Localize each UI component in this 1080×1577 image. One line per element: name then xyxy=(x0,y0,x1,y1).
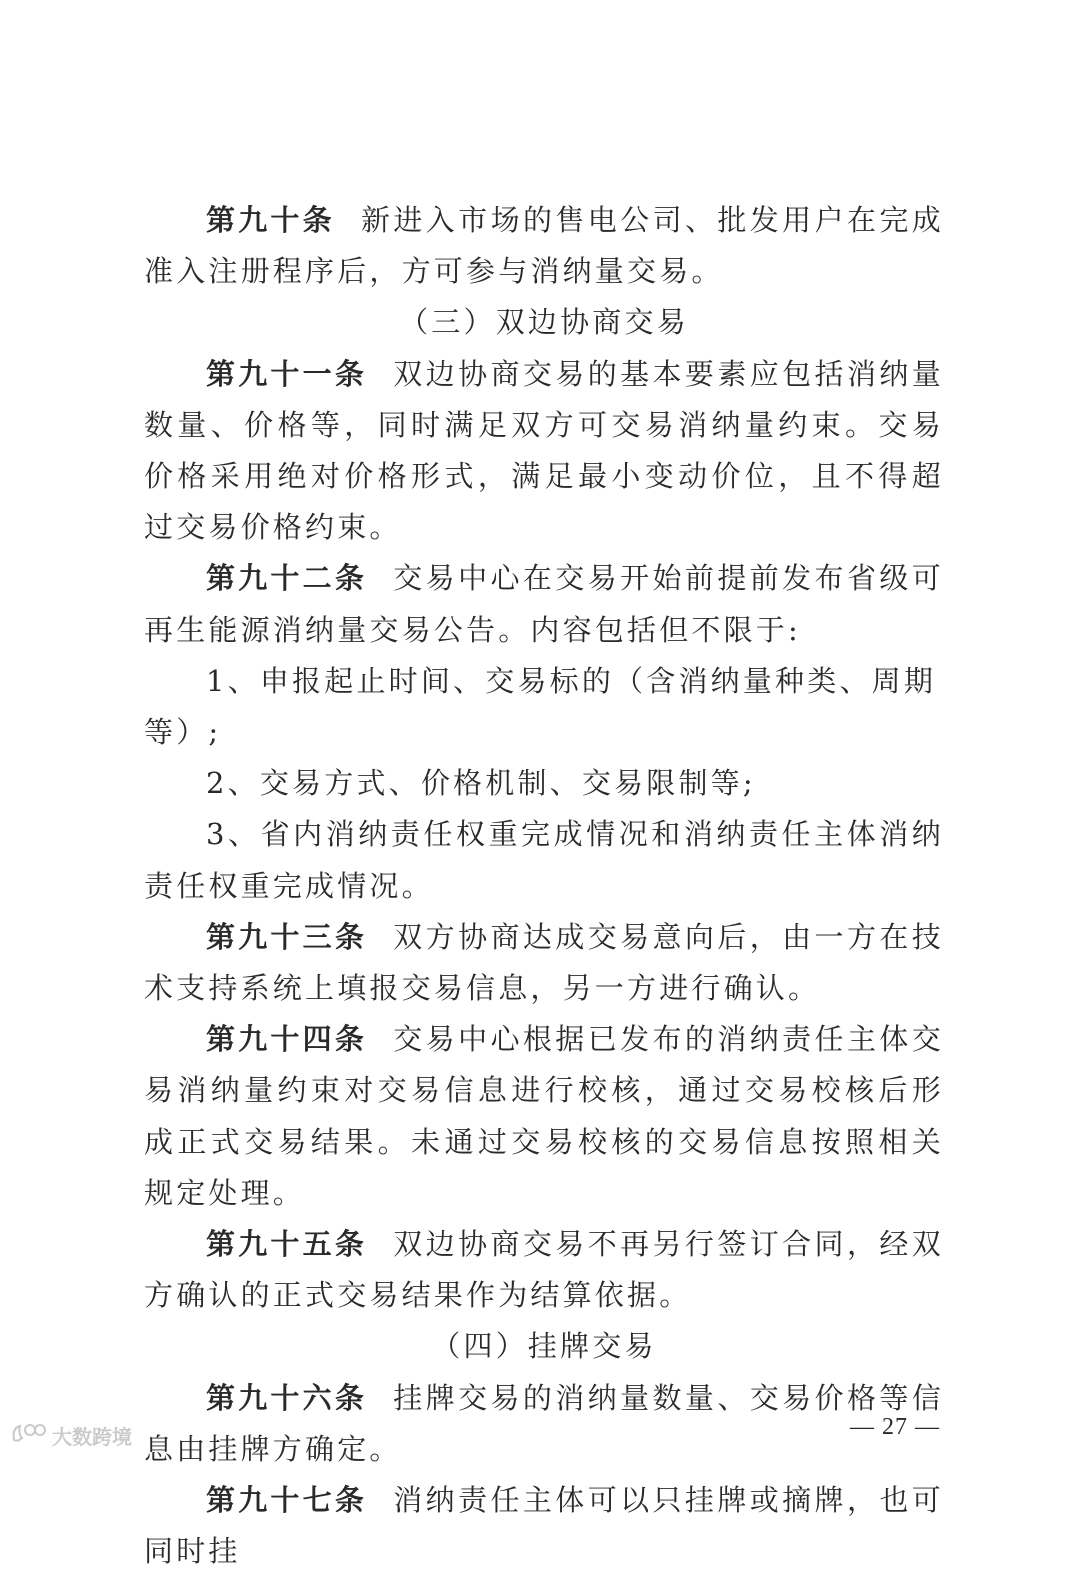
section-heading-4: （四）挂牌交易 xyxy=(431,1329,657,1364)
document-body xyxy=(144,195,944,1577)
article-label: 第九十条 xyxy=(206,203,335,237)
article-label: 第九十四条 xyxy=(206,1022,368,1057)
watermark xyxy=(10,1420,132,1451)
article-label: 第九十一条 xyxy=(206,356,368,391)
section-heading-3: （三）双边协商交易 xyxy=(399,305,689,340)
article-label: 第九十六条 xyxy=(206,1380,368,1415)
article-94 xyxy=(144,1014,944,1219)
article-93 xyxy=(144,912,944,1014)
article-text: 新进入市场的售电公司、批发用户在完成准入注册程序后，方可参与消纳量交易。 xyxy=(144,203,944,289)
article-90 xyxy=(144,195,944,297)
article-96 xyxy=(144,1373,944,1475)
article-text: 交易中心根据已发布的消纳责任主体交易消纳量约束对交易信息进行校核，通过交易校核后形成正式交易结果。未通过交易校核的交易信息按照相关规定处理。 xyxy=(144,1022,944,1210)
article-label: 第九十二条 xyxy=(206,561,368,596)
article-text: 双边协商交易不再另行签订合同，经双方确认的正式交易结果作为结算依据。 xyxy=(144,1227,944,1313)
article-label: 第九十七条 xyxy=(206,1483,368,1518)
article-91 xyxy=(144,349,944,554)
article-97 xyxy=(144,1475,944,1577)
watermark-text: 大数跨境 xyxy=(52,1425,132,1449)
brand-logo-icon xyxy=(10,1420,48,1451)
article-text: 双边协商交易的基本要素应包括消纳量数量、价格等，同时满足双方可交易消纳量约束。交易价格采用绝对价格形式，满足最小变动价位，且不得超过交易价格约束。 xyxy=(144,356,944,545)
list-item-1: 1、申报起止时间、交易标的（含消纳量种类、周期等）; xyxy=(144,663,937,750)
article-text: 交易中心在交易开始前提前发布省级可再生能源消纳量交易公告。内容包括但不限于: xyxy=(144,561,944,647)
article-text: 双方协商达成交易意向后，由一方在技术支持系统上填报交易信息，另一方进行确认。 xyxy=(144,919,944,1006)
list-item-3: 3、省内消纳责任权重完成情况和消纳责任主体消纳责任权重完成情况。 xyxy=(144,817,944,903)
article-text: 消纳责任主体可以只挂牌或摘牌，也可同时挂 xyxy=(144,1483,944,1569)
article-92 xyxy=(144,553,944,655)
article-label: 第九十五条 xyxy=(206,1227,368,1262)
article-text: 挂牌交易的消纳量数量、交易价格等信息由挂牌方确定。 xyxy=(144,1380,944,1466)
page-number: — 27 — xyxy=(850,1414,940,1440)
article-95 xyxy=(144,1219,944,1321)
article-label: 第九十三条 xyxy=(206,919,368,954)
list-item-2: 2、交易方式、价格机制、交易限制等; xyxy=(206,766,756,801)
